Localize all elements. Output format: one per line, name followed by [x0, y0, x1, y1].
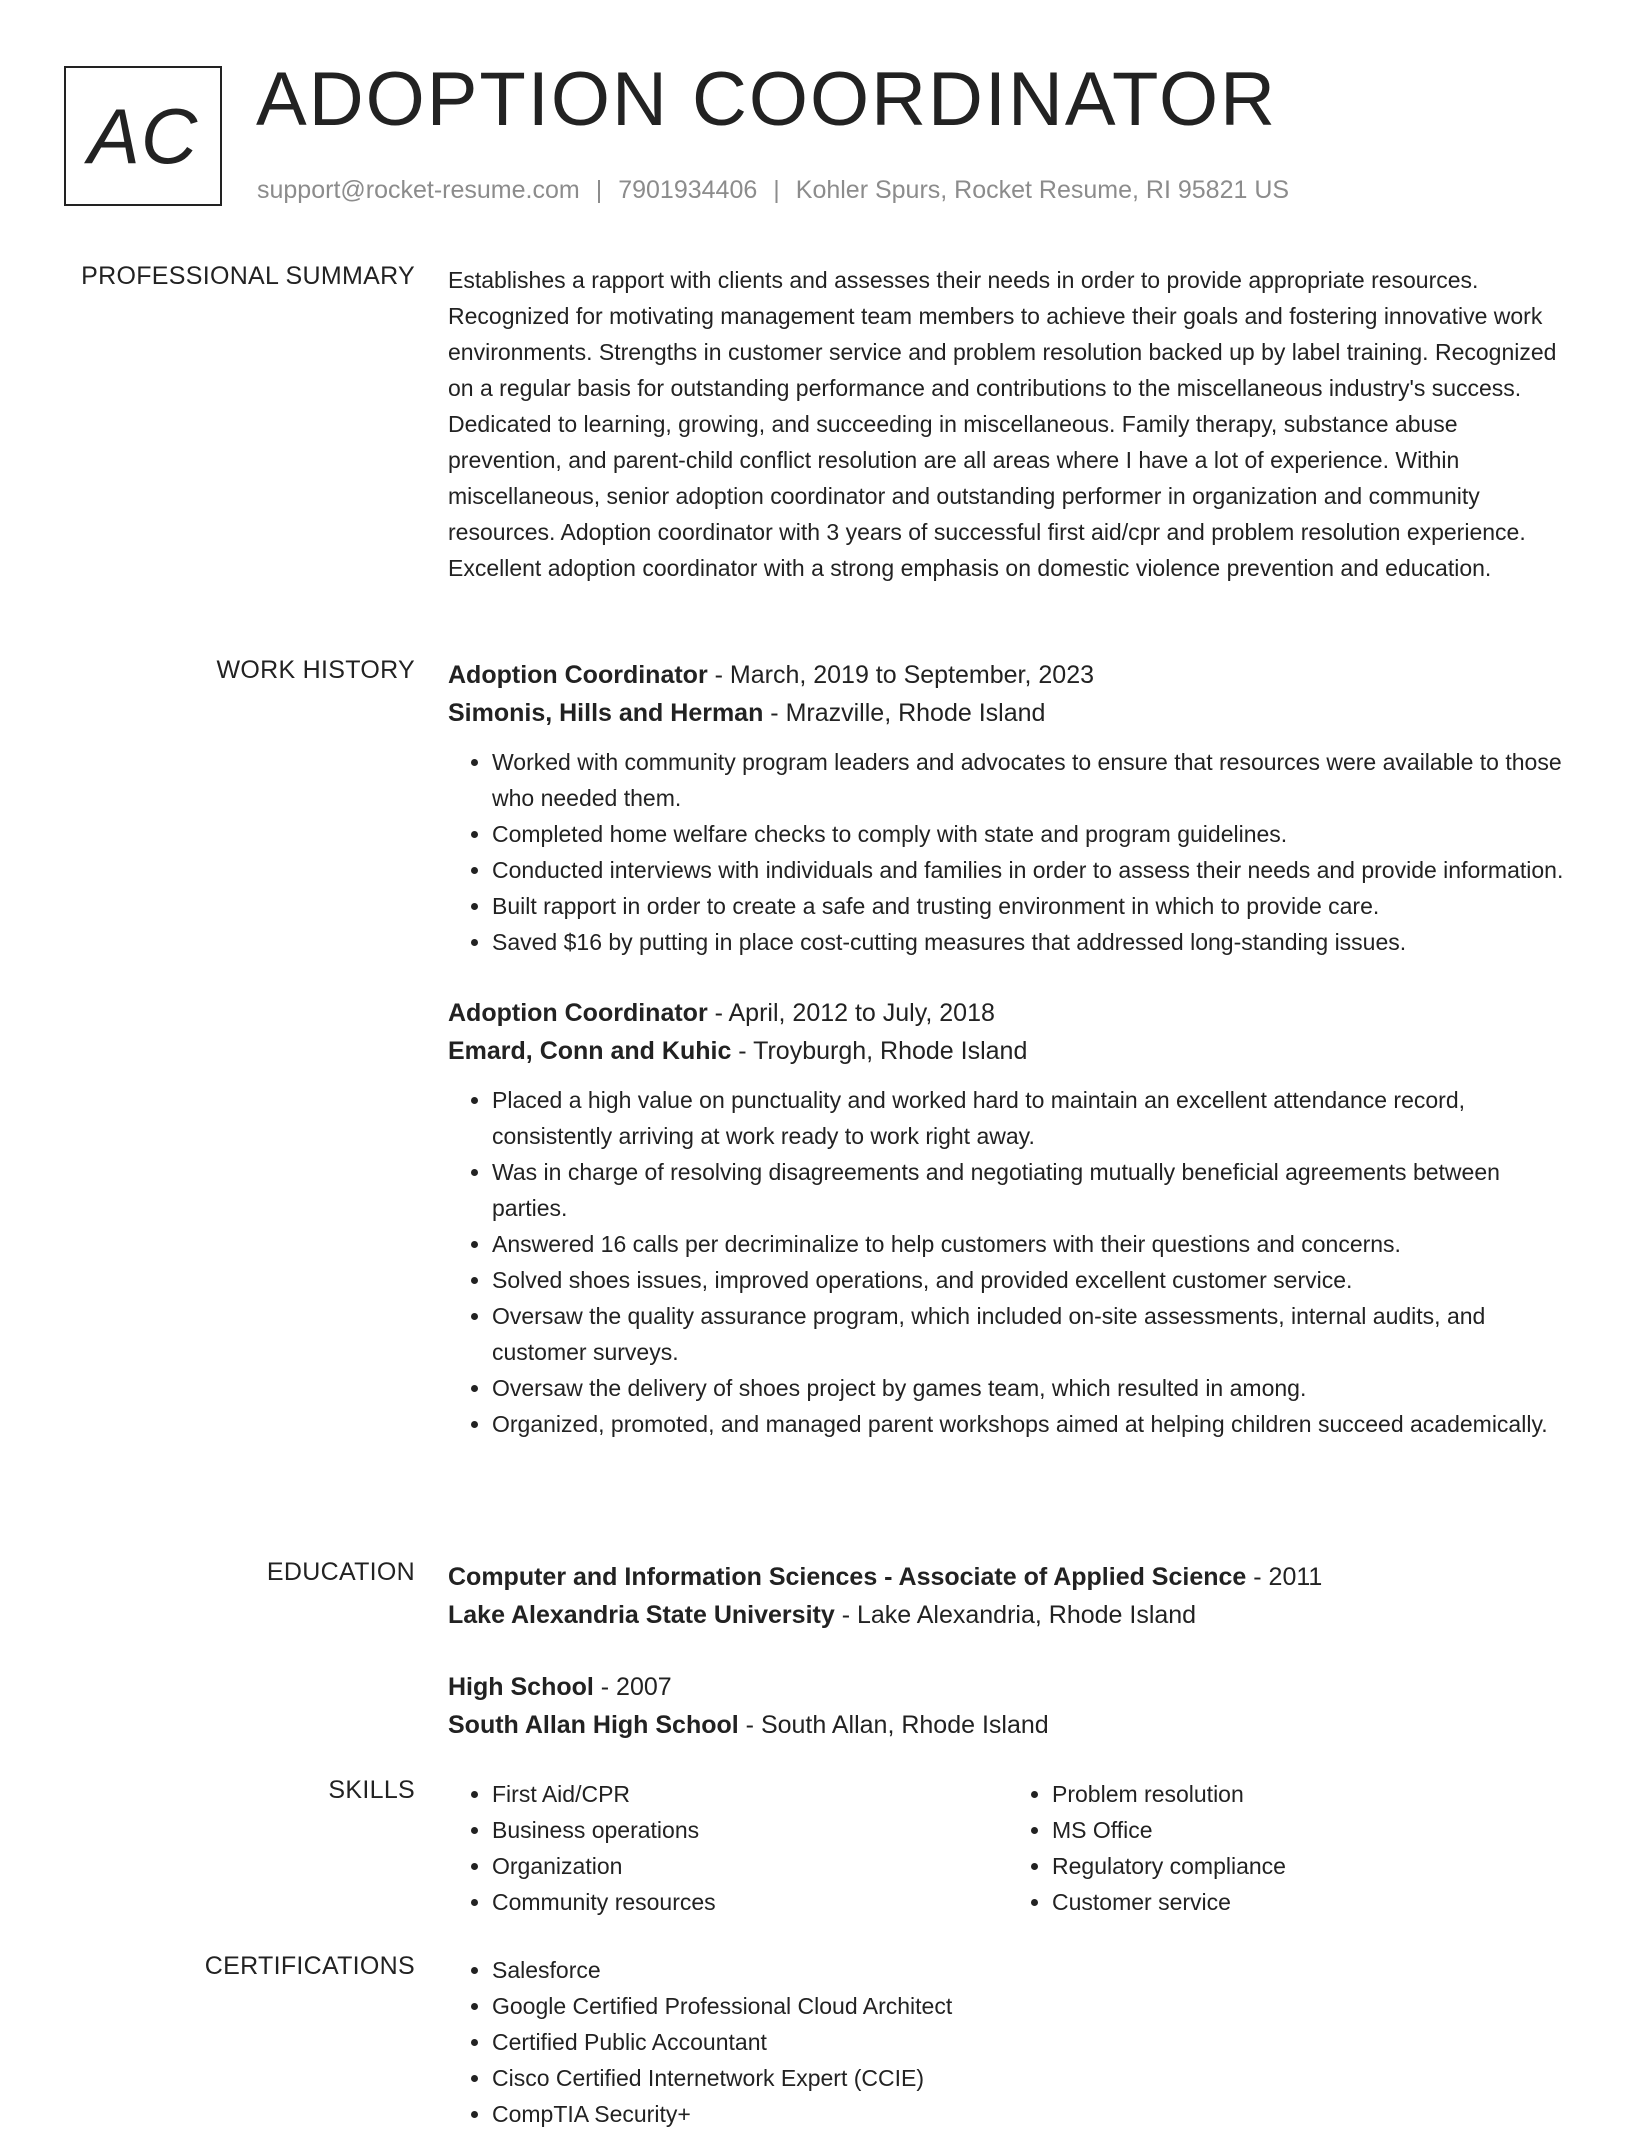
education-degree: Computer and Information Sciences - Associate of Applied Science	[448, 1563, 1247, 1591]
job-bullet: • Oversaw the quality assurance program, which included on-site assessments, internal audits, and customer surveys.	[492, 1298, 1568, 1370]
certification-item: • Certified Public Accountant	[492, 2024, 1568, 2060]
job-company: Simonis, Hills and Herman	[448, 699, 764, 727]
contact-email: support@rocket-resume.com	[257, 176, 580, 204]
skill-item: • Organization	[492, 1848, 1008, 1884]
resume-title: ADOPTION COORDINATOR	[256, 57, 1278, 142]
job-location: - Mrazville, Rhode Island	[763, 699, 1046, 727]
education-year: - 2011	[1246, 1563, 1323, 1591]
job-company-line	[448, 1032, 1568, 1070]
certification-item: • CompTIA Security+	[492, 2096, 1568, 2132]
job-bullet: • Answered 16 calls per decriminalize to help customers with their questions and concerns.	[492, 1226, 1568, 1262]
job-bullets	[448, 1082, 1568, 1442]
skills-label: SKILLS	[328, 1776, 415, 1804]
skills-columns	[448, 1776, 1568, 1920]
education-body	[448, 1558, 1568, 1744]
skill-item: • Business operations	[492, 1812, 1008, 1848]
job-bullet: • Solved shoes issues, improved operations, and provided excellent customer service.	[492, 1262, 1568, 1298]
job-bullet: • Oversaw the delivery of shoes project by games team, which resulted in among.	[492, 1370, 1568, 1406]
job-bullet: • Organized, promoted, and managed parent workshops aimed at helping children succeed academically.	[492, 1406, 1568, 1442]
job-bullets	[448, 744, 1568, 960]
monogram-box	[64, 66, 222, 206]
job-title-line	[448, 656, 1568, 694]
skills-column-1	[448, 1776, 1008, 1920]
contact-separator: |	[773, 176, 780, 204]
job-company: Emard, Conn and Kuhic	[448, 1037, 732, 1065]
education-label: EDUCATION	[266, 1558, 415, 1586]
education-school-line	[448, 1706, 1568, 1744]
education-degree-line	[448, 1668, 1568, 1706]
contact-phone: 7901934406	[618, 176, 758, 204]
job-bullet: • Built rapport in order to create a safe and trusting environment in which to provide care.	[492, 888, 1568, 924]
education-entry	[448, 1668, 1568, 1744]
certifications-body	[448, 1952, 1568, 2132]
skill-item: • MS Office	[1052, 1812, 1568, 1848]
certifications-label: CERTIFICATIONS	[204, 1952, 415, 1980]
work-history-label: WORK HISTORY	[216, 656, 415, 684]
certification-item: • Cisco Certified Internetwork Expert (CCIE)	[492, 2060, 1568, 2096]
job-title: Adoption Coordinator	[448, 999, 708, 1027]
job-bullet: • Saved $16 by putting in place cost-cutting measures that addressed long-standing issues.	[492, 924, 1568, 960]
skill-item: • Community resources	[492, 1884, 1008, 1920]
contact-address: Kohler Spurs, Rocket Resume, RI 95821 US	[795, 176, 1290, 204]
summary-label: PROFESSIONAL SUMMARY	[81, 262, 415, 290]
contact-separator: |	[595, 176, 603, 204]
skills-body	[448, 1776, 1568, 1920]
job-bullet: • Conducted interviews with individuals and families in order to assess their needs and provide information.	[492, 852, 1568, 888]
education-school: Lake Alexandria State University	[448, 1601, 835, 1629]
job-bullet: • Placed a high value on punctuality and worked hard to maintain an excellent attendance record, consistently arriving at work ready to work right away.	[492, 1082, 1568, 1154]
job-title: Adoption Coordinator	[448, 661, 708, 689]
education-school: South Allan High School	[448, 1711, 739, 1739]
job-entry	[448, 656, 1568, 960]
education-location: - Lake Alexandria, Rhode Island	[834, 1601, 1197, 1629]
education-year: - 2007	[593, 1673, 672, 1701]
summary-body	[448, 262, 1568, 586]
certification-item: • Salesforce	[492, 1952, 1568, 1988]
certifications-list	[448, 1952, 1568, 2132]
job-company-line	[448, 694, 1568, 732]
skill-item: • Problem resolution	[1052, 1776, 1568, 1812]
job-bullet: • Worked with community program leaders and advocates to ensure that resources were available to those who needed them.	[492, 744, 1568, 816]
job-bullet: • Was in charge of resolving disagreements and negotiating mutually beneficial agreements between parties.	[492, 1154, 1568, 1226]
skill-item: • Customer service	[1052, 1884, 1568, 1920]
job-title-line	[448, 994, 1568, 1032]
contact-line	[257, 176, 1289, 205]
certification-item: • Google Certified Professional Cloud Architect	[492, 1988, 1568, 2024]
education-entry	[448, 1558, 1568, 1634]
job-entry	[448, 994, 1568, 1442]
education-degree-line	[448, 1558, 1568, 1596]
job-location: - Troyburgh, Rhode Island	[731, 1037, 1028, 1065]
job-dates: - March, 2019 to September, 2023	[707, 661, 1095, 689]
skills-column-2	[1008, 1776, 1568, 1920]
monogram-initials: AC	[87, 91, 199, 180]
education-school-line	[448, 1596, 1568, 1634]
skill-item: • Regulatory compliance	[1052, 1848, 1568, 1884]
summary-text: Establishes a rapport with clients and assesses their needs in order to provide appropriate resources. Recognized for motivating management team members to achieve their goals and fostering innovative work environments. Strengths in customer service and problem resolution backed up by label training. Recognized on a regular basis for outstanding performance and contributions to the miscellaneous industry's success. Dedicated to learning, growing, and succeeding in miscellaneous. Family therapy, substance abuse prevention, and parent-child conflict resolution are all areas where I have a lot of experience. Within miscellaneous, senior adoption coordinator and outstanding performer in organization and community resources. Adoption coordinator with 3 years of successful first aid/cpr and problem resolution experience. Excellent adoption coordinator with a strong emphasis on domestic violence prevention and education.	[448, 267, 1557, 581]
job-dates: - April, 2012 to July, 2018	[707, 999, 995, 1027]
job-bullet: • Completed home welfare checks to comply with state and program guidelines.	[492, 816, 1568, 852]
education-degree: High School	[448, 1673, 594, 1701]
education-location: - South Allan, Rhode Island	[738, 1711, 1049, 1739]
skill-item: • First Aid/CPR	[492, 1776, 1008, 1812]
work-history-body	[448, 656, 1568, 1442]
